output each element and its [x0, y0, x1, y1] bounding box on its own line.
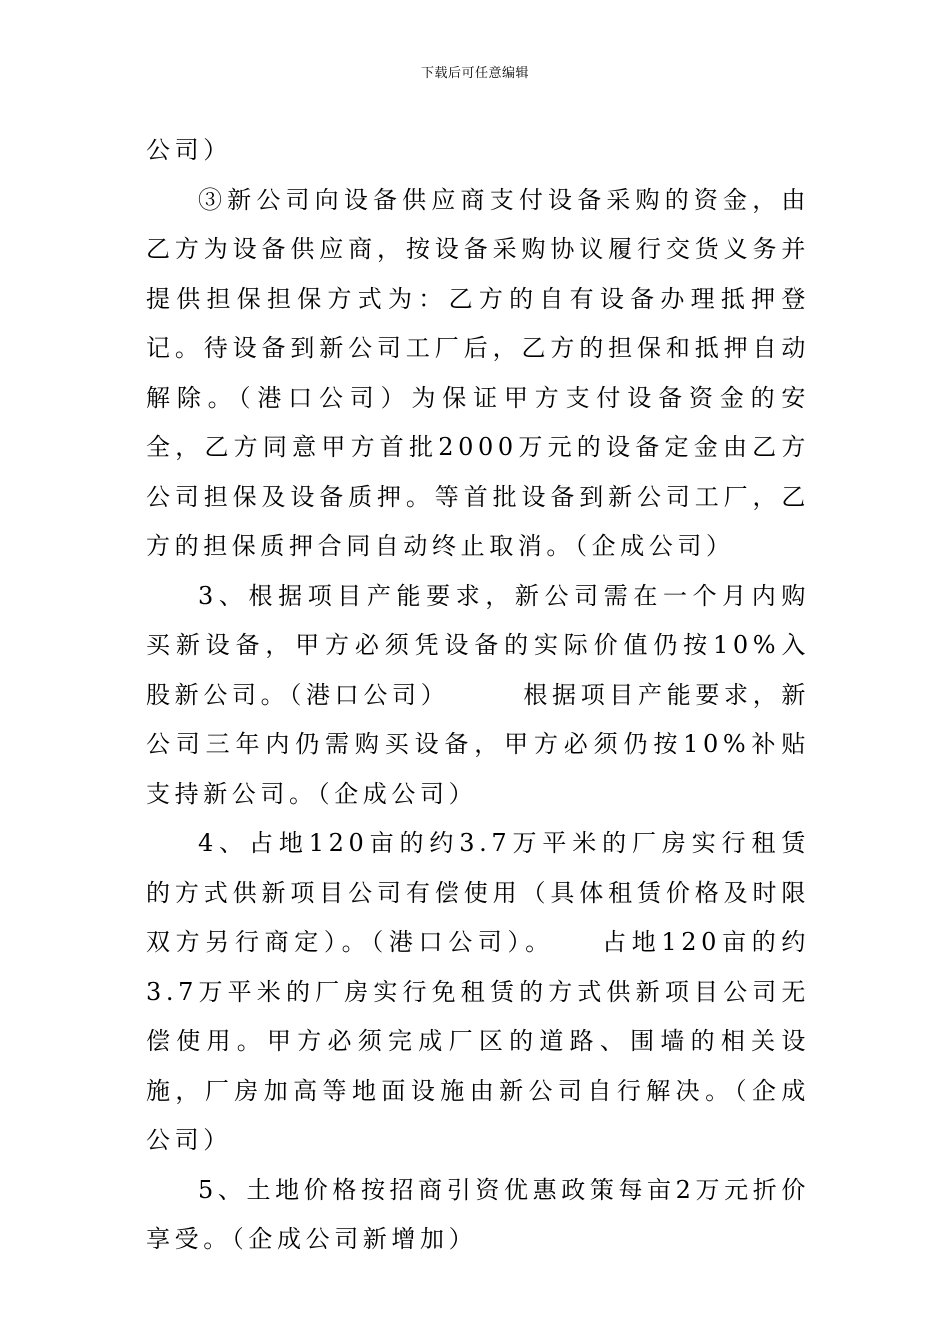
paragraph-item-3: 3、根据项目产能要求，新公司需在一个月内购买新设备，甲方必须凭设备的实际价值仍按10%入股新公司。（港口公司） 根据项目产能要求，新公司三年内仍需购买设备，甲方必须仍按10%补贴支持新公司。（企成公司） — [146, 581, 810, 808]
paragraph-continuation: 公司） — [146, 136, 232, 164]
paragraph-item-4: 4、占地120亩的约3.7万平米的厂房实行租赁的方式供新项目公司有偿使用（具体租赁价格及时限双方另行商定）。（港口公司）。 占地120亩的约3.7万平米的厂房实行免租赁的方式供新项目公司无偿使用。甲方必须完成厂区的道路、围墙的相关设施，厂房加高等地面设施由新公司自行解决。（企成公司） — [146, 829, 810, 1154]
paragraph-item-5: 5、土地价格按招商引资优惠政策每亩2万元折价享受。（企成公司新增加） — [146, 1175, 810, 1253]
page-header: 下载后可任意编辑 — [420, 66, 529, 81]
paragraph-equipment-payment: ③新公司向设备供应商支付设备采购的资金，由乙方为设备供应商，按设备采购协议履行交货义务并提供担保担保方式为：乙方的自有设备办理抵押登记。待设备到新公司工厂后，乙方的担保和抵押自动解除。（港口公司）为保证甲方支付设备资金的安全，乙方同意甲方首批2000万元的设备定金由乙方公司担保及设备质押。等首批设备到新公司工厂，乙方的担保质押合同自动终止取消。（企成公司） — [146, 185, 810, 560]
document-body — [146, 126, 810, 1265]
